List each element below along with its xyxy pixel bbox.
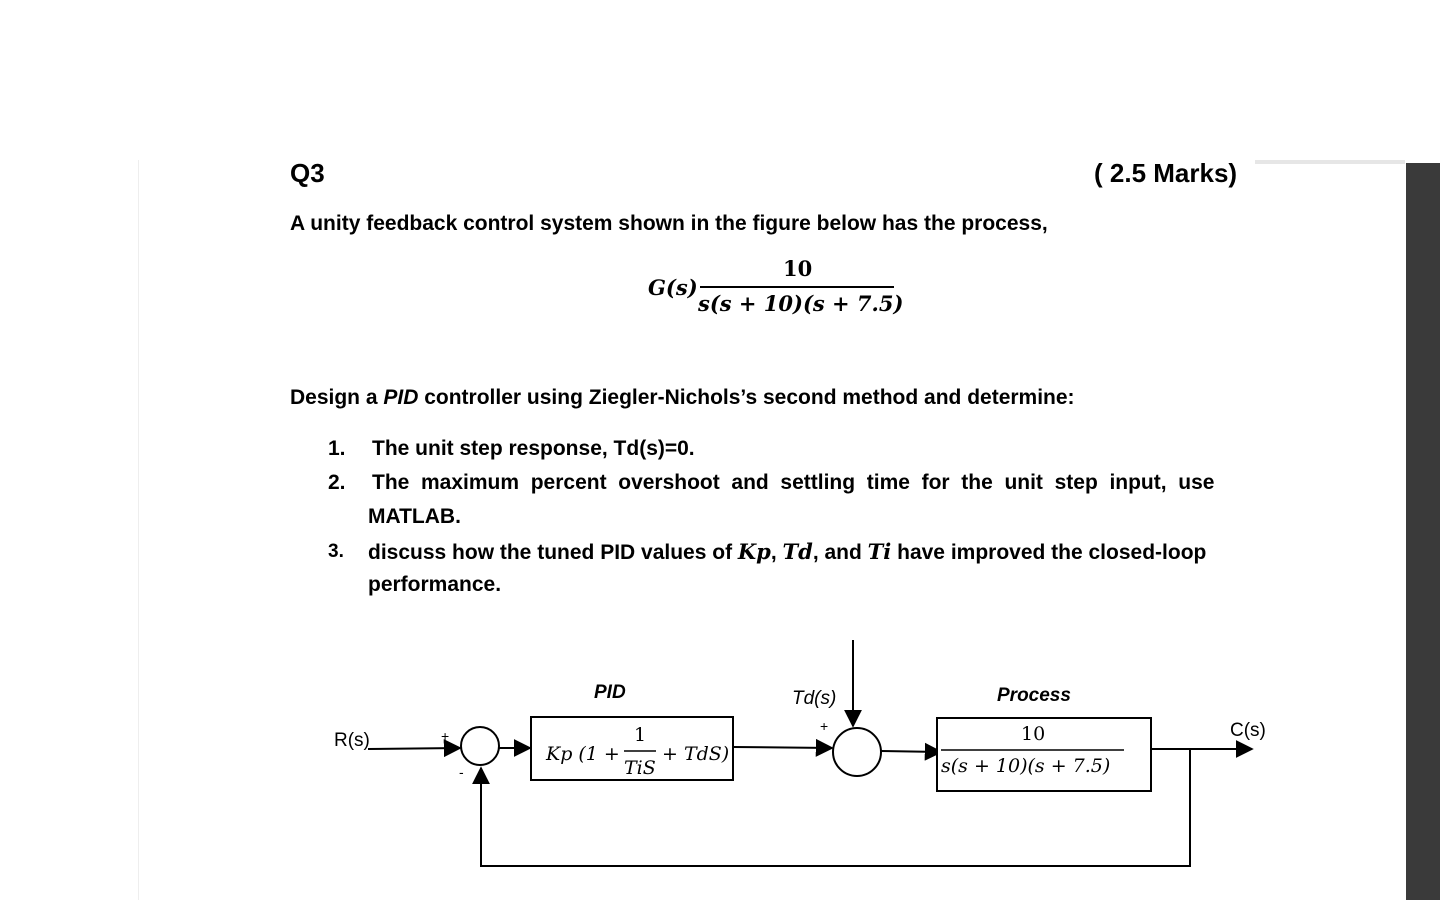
design-emph: PID (383, 386, 419, 409)
kp-symbol: Kp (737, 539, 771, 564)
design-suffix: controller using Ziegler-Nichols’s second method and determine: (418, 386, 1075, 409)
question-marks: ( 2.5 Marks) (1094, 158, 1238, 188)
question-number: Q3 (290, 158, 325, 188)
item-sep: , (770, 541, 783, 564)
equation-numerator: 10 (783, 256, 813, 281)
design-prefix: Design a (290, 386, 384, 409)
input-signal-line (368, 748, 460, 749)
item-sep: , and (812, 541, 868, 564)
item-text-continued: performance. (368, 573, 502, 596)
process-title: Process (997, 685, 1071, 706)
item-text-pre: discuss how the tuned PID values of (368, 541, 738, 564)
ti-symbol: Ti (867, 539, 892, 564)
intro-text: A unity feedback control system shown in the figure below has the process, (290, 212, 1048, 235)
sum2-plus: + (820, 718, 829, 734)
pid-title: PID (594, 682, 626, 703)
item-number: 3. (328, 541, 344, 562)
pid-tail: + TdS) (662, 743, 730, 765)
td-symbol: Td (782, 539, 813, 564)
input-label: R(s) (334, 730, 370, 751)
summing-junction-1 (461, 727, 499, 765)
pid-numerator: 1 (634, 724, 647, 746)
pid-denominator: TiS (624, 757, 656, 779)
output-label: C(s) (1230, 720, 1266, 741)
process-numerator: 10 (1021, 723, 1046, 745)
item-text: The maximum percent overshoot and settling time for the unit step input, use (372, 471, 1215, 494)
control-signal-line (733, 747, 832, 748)
item-text: The unit step response, Td(s)=0. (372, 437, 695, 460)
process-input-line (881, 751, 941, 752)
item-number: 2. (328, 471, 346, 494)
pid-kp: Kp (1 + (546, 743, 620, 765)
item-text-continued: MATLAB. (368, 505, 461, 528)
process-denominator: s(s + 10)(s + 7.5) (941, 755, 1111, 777)
item-text-post: have improved the closed-loop (891, 541, 1207, 564)
sum1-minus: - (459, 764, 464, 780)
equation-denominator: s(s + 10)(s + 7.5) (698, 291, 904, 316)
sum1-plus: + (441, 728, 450, 744)
disturbance-label: Td(s) (792, 688, 837, 709)
item-number: 1. (328, 437, 346, 460)
summing-junction-2 (833, 728, 881, 776)
equation-lhs: G(s) (648, 275, 698, 300)
